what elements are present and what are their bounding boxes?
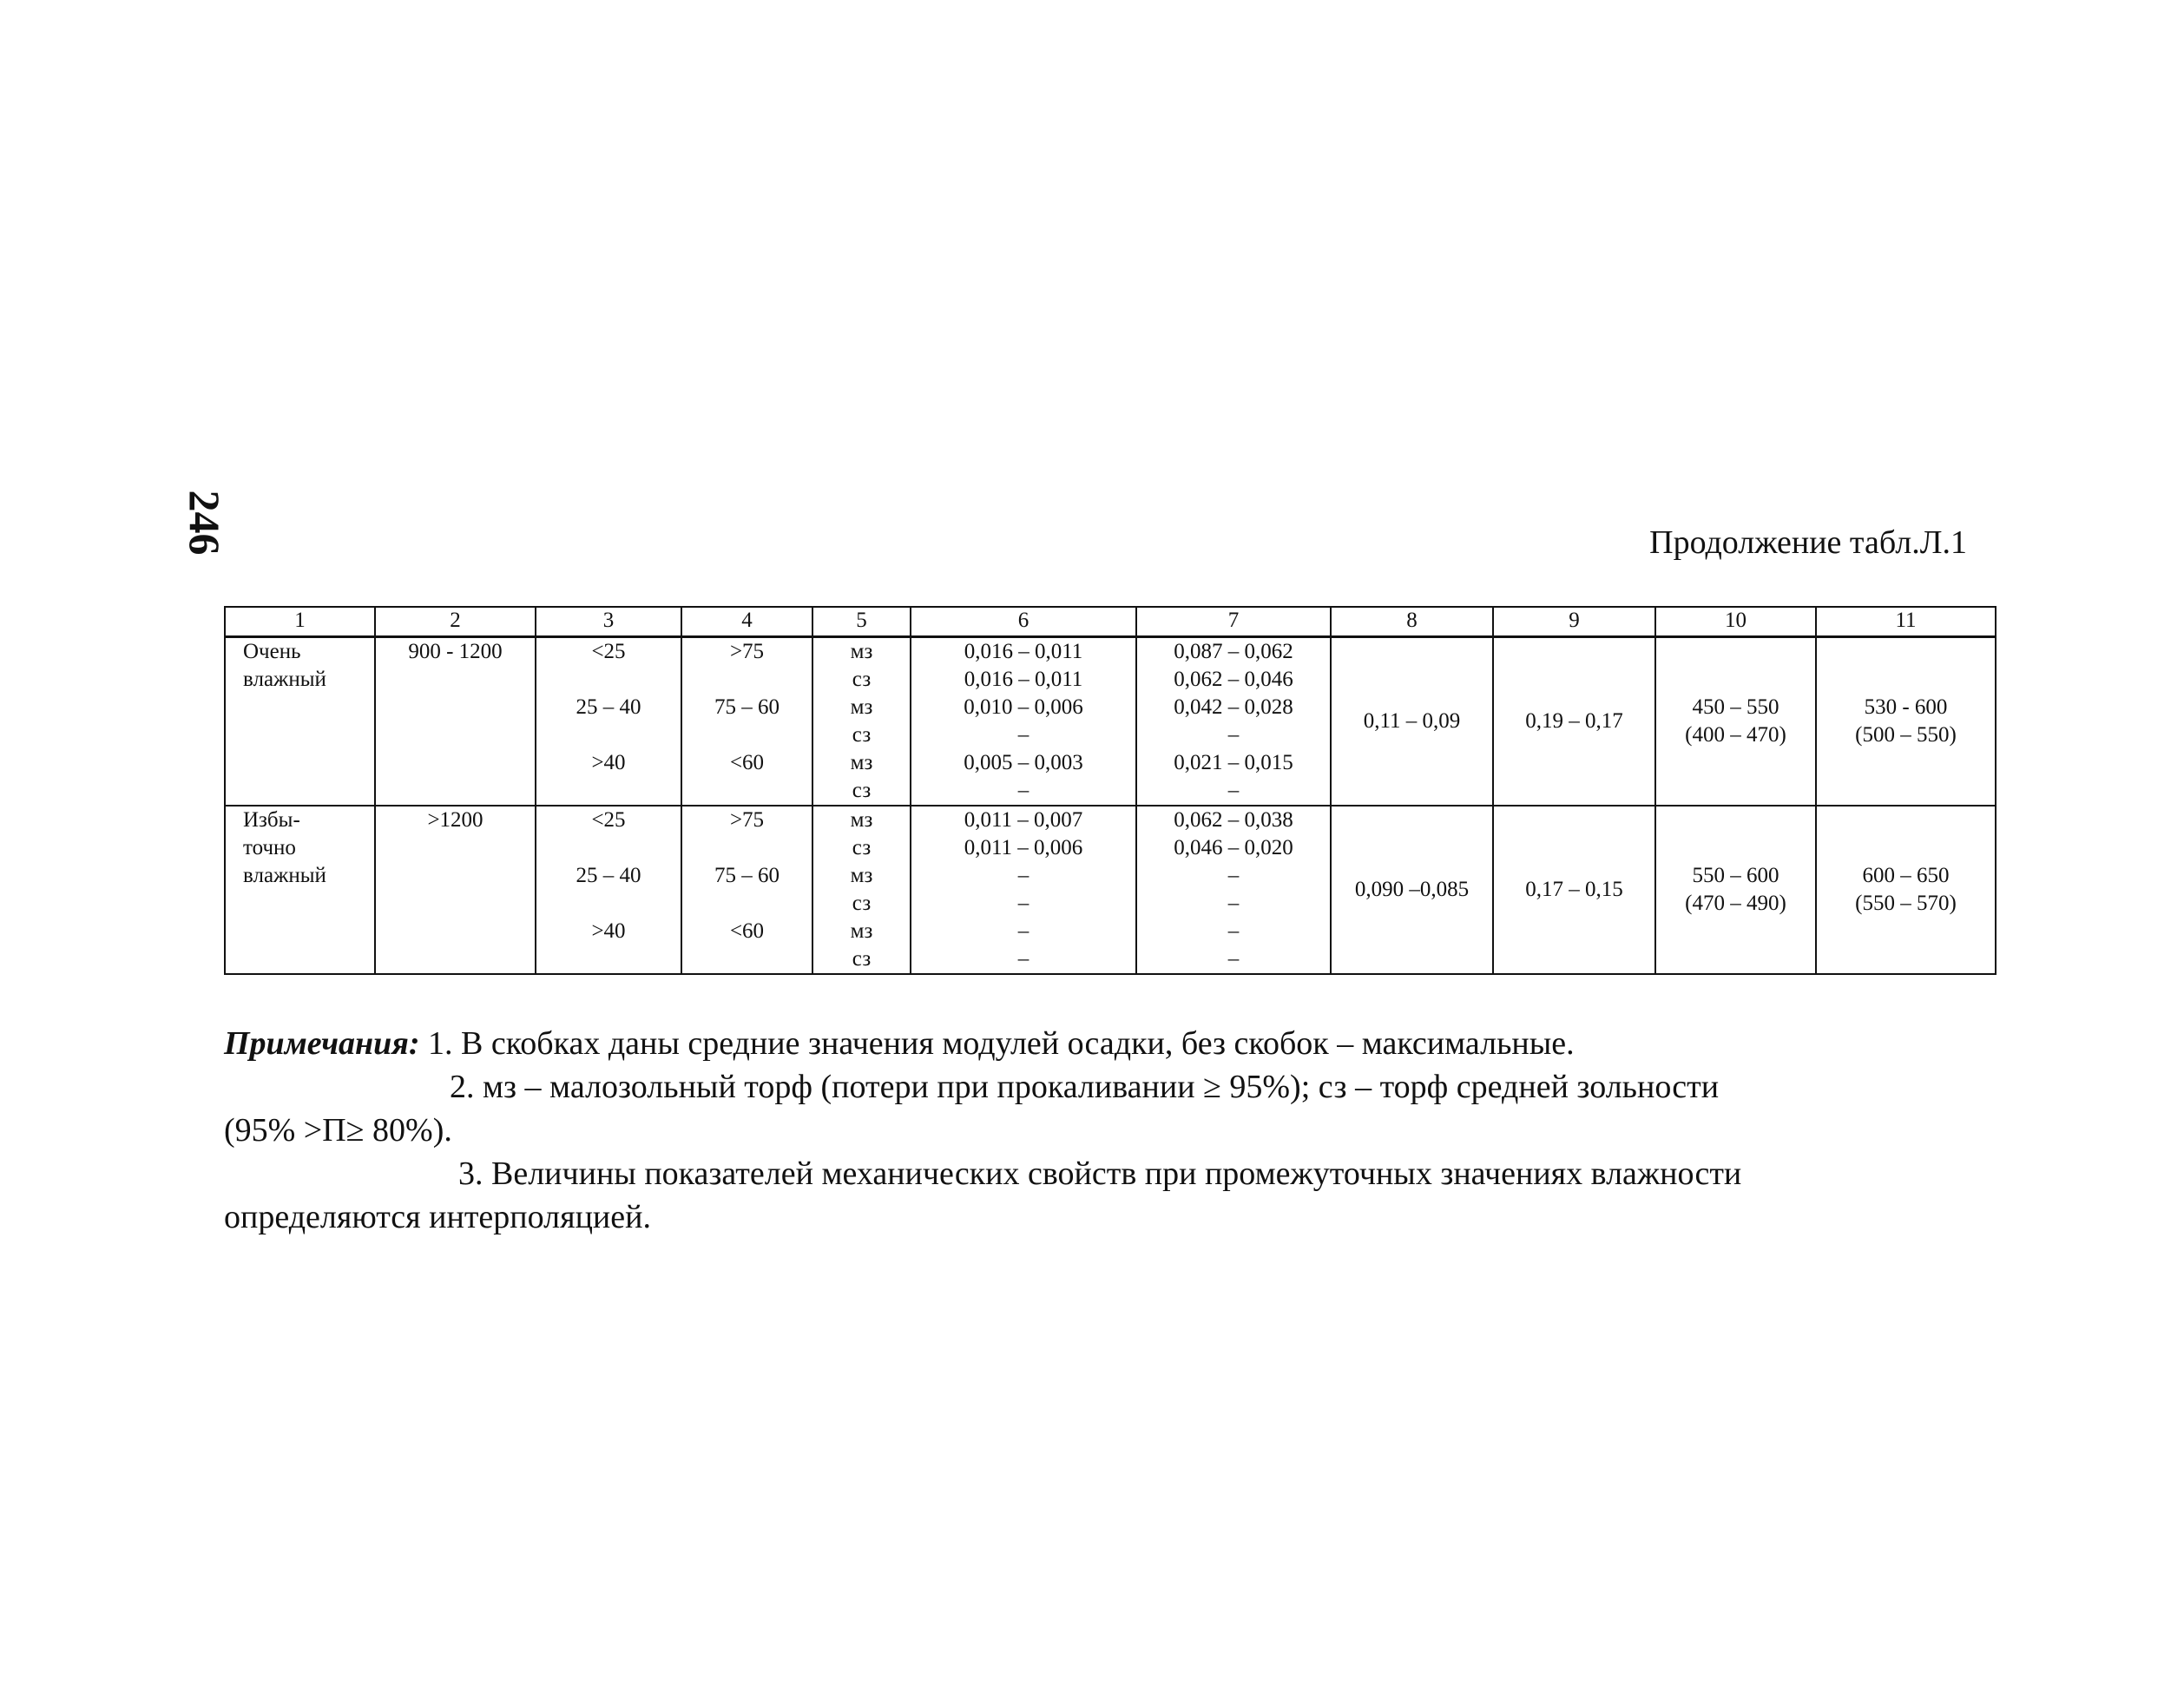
cell-line: – <box>1017 723 1030 747</box>
table-row <box>225 806 1996 974</box>
col4-cell <box>681 637 812 806</box>
header-cell: 7 <box>1136 607 1331 637</box>
col9-cell: 0,19 – 0,17 <box>1493 637 1655 806</box>
cell-line: сз <box>852 947 872 971</box>
table-row <box>225 637 1996 806</box>
cell-line: Очень <box>243 640 301 663</box>
header-cell: 3 <box>536 607 681 637</box>
cell-line <box>687 666 806 694</box>
cell-line: сз <box>852 723 872 747</box>
cell-line: – <box>1017 892 1030 915</box>
header-cell: 6 <box>911 607 1136 637</box>
cell-line: сз <box>852 892 872 915</box>
cell-line: 900 - 1200 <box>408 640 503 663</box>
header-cell: 2 <box>375 607 536 637</box>
cell-line: мз <box>850 864 873 887</box>
col3-cell <box>536 806 681 974</box>
data-table <box>224 606 1997 975</box>
cell-line: 550 – 600 <box>1692 864 1779 887</box>
cell-line: мз <box>850 919 873 943</box>
cell-line: 600 – 650 <box>1862 864 1950 887</box>
cell-line: >40 <box>591 751 626 774</box>
header-cell: 8 <box>1331 607 1493 637</box>
cell-line: – <box>1227 723 1240 747</box>
cell-line: 530 - 600 <box>1864 695 1948 719</box>
cell-line: (500 – 550) <box>1855 723 1957 747</box>
col9-cell: 0,17 – 0,15 <box>1493 806 1655 974</box>
col7-cell <box>1136 637 1331 806</box>
cell-line: 0,062 – 0,038 <box>1174 808 1293 832</box>
cell-line: мз <box>850 751 873 774</box>
cell-line: 0,010 – 0,006 <box>964 695 1083 719</box>
col6-cell <box>911 806 1136 974</box>
cell-line: 75 – 60 <box>714 864 780 887</box>
cell-line <box>687 945 806 973</box>
col11-cell <box>1816 806 1996 974</box>
cell-line: 0,016 – 0,011 <box>964 640 1083 663</box>
cell-line: сз <box>852 668 872 691</box>
header-cell: 1 <box>225 607 375 637</box>
table-header-row <box>225 607 1996 637</box>
cell-line: – <box>1017 864 1030 887</box>
cell-line: – <box>1017 947 1030 971</box>
moisture-class-cell <box>225 806 375 974</box>
data-table-container <box>224 606 1995 975</box>
cell-line: (470 – 490) <box>1685 892 1786 915</box>
cell-line: – <box>1227 864 1240 887</box>
cell-line <box>687 890 806 918</box>
cell-line <box>687 777 806 805</box>
cell-line: >75 <box>729 640 765 663</box>
peat-type-cell <box>812 806 911 974</box>
col3-cell <box>536 637 681 806</box>
cell-line: >40 <box>591 919 626 943</box>
cell-line <box>542 945 675 973</box>
cell-line: 0,011 – 0,007 <box>964 808 1083 832</box>
cell-line <box>542 890 675 918</box>
col10-cell <box>1655 806 1816 974</box>
cell-line: >75 <box>729 808 765 832</box>
cell-line <box>687 721 806 749</box>
header-cell: 5 <box>812 607 911 637</box>
cell-line: <60 <box>729 919 765 943</box>
cell-line: <25 <box>591 640 626 663</box>
header-cell: 10 <box>1655 607 1816 637</box>
cell-line: 0,087 – 0,062 <box>1174 640 1293 663</box>
cell-line: влажный <box>243 864 326 887</box>
col10-cell <box>1655 637 1816 806</box>
cell-line: 0,005 – 0,003 <box>964 751 1083 774</box>
notes-title: Примечания: <box>224 1025 420 1062</box>
cell-line: – <box>1227 919 1240 943</box>
cell-line: 0,042 – 0,028 <box>1174 695 1293 719</box>
cell-line: <25 <box>591 808 626 832</box>
note-2-line-2: (95% >П≥ 80%). <box>224 1112 452 1149</box>
header-cell: 11 <box>1816 607 1996 637</box>
cell-line <box>542 777 675 805</box>
cell-line: – <box>1017 779 1030 802</box>
cell-line: 25 – 40 <box>576 864 641 887</box>
cell-line: – <box>1017 919 1030 943</box>
cell-line <box>542 721 675 749</box>
cell-line: 0,062 – 0,046 <box>1174 668 1293 691</box>
cell-line: – <box>1227 947 1240 971</box>
note-3-line-1: 3. Величины показателей механических свойств при промежуточных значениях влажности <box>458 1155 1742 1192</box>
moisture-range-cell <box>375 637 536 806</box>
col7-cell <box>1136 806 1331 974</box>
cell-line: сз <box>852 779 872 802</box>
note-1 <box>224 1022 2012 1065</box>
cell-line: 450 – 550 <box>1692 695 1779 719</box>
peat-type-cell <box>812 637 911 806</box>
cell-line: мз <box>850 695 873 719</box>
table-caption: Продолжение табл.Л.1 <box>1649 524 1967 561</box>
col8-cell: 0,090 –0,085 <box>1331 806 1493 974</box>
cell-line: (400 – 470) <box>1685 723 1786 747</box>
cell-line: 75 – 60 <box>714 695 780 719</box>
cell-line <box>542 834 675 862</box>
cell-line: Избы- <box>243 808 300 832</box>
cell-line: (550 – 570) <box>1855 892 1957 915</box>
cell-line: 0,016 – 0,011 <box>964 668 1083 691</box>
note-2-line-1: 2. мз – малозольный торф (потери при прокаливании ≥ 95%); сз – торф средней зольности <box>450 1069 1720 1105</box>
header-cell: 9 <box>1493 607 1655 637</box>
cell-line <box>542 666 675 694</box>
moisture-range-cell <box>375 806 536 974</box>
cell-line: >1200 <box>427 808 484 832</box>
cell-line <box>687 834 806 862</box>
note-3-line-2: определяются интерполяцией. <box>224 1199 651 1235</box>
cell-line: – <box>1227 779 1240 802</box>
cell-line: 0,046 – 0,020 <box>1174 836 1293 859</box>
cell-line: точно <box>243 836 296 859</box>
cell-line: мз <box>850 640 873 663</box>
cell-line: – <box>1227 892 1240 915</box>
cell-line: 25 – 40 <box>576 695 641 719</box>
cell-line: <60 <box>729 751 765 774</box>
col11-cell <box>1816 637 1996 806</box>
col8-cell: 0,11 – 0,09 <box>1331 637 1493 806</box>
notes-section <box>224 1022 2012 1239</box>
cell-line: мз <box>850 808 873 832</box>
cell-line: 0,011 – 0,006 <box>964 836 1083 859</box>
header-cell: 4 <box>681 607 812 637</box>
col6-cell <box>911 637 1136 806</box>
moisture-class-cell <box>225 637 375 806</box>
col4-cell <box>681 806 812 974</box>
cell-line: 0,021 – 0,015 <box>1174 751 1293 774</box>
page-number: 246 <box>181 490 229 556</box>
note-1-text: 1. В скобках даны средние значения модулей осадки, без скобок – максимальные. <box>419 1025 1575 1062</box>
cell-line: влажный <box>243 668 326 691</box>
cell-line: сз <box>852 836 872 859</box>
